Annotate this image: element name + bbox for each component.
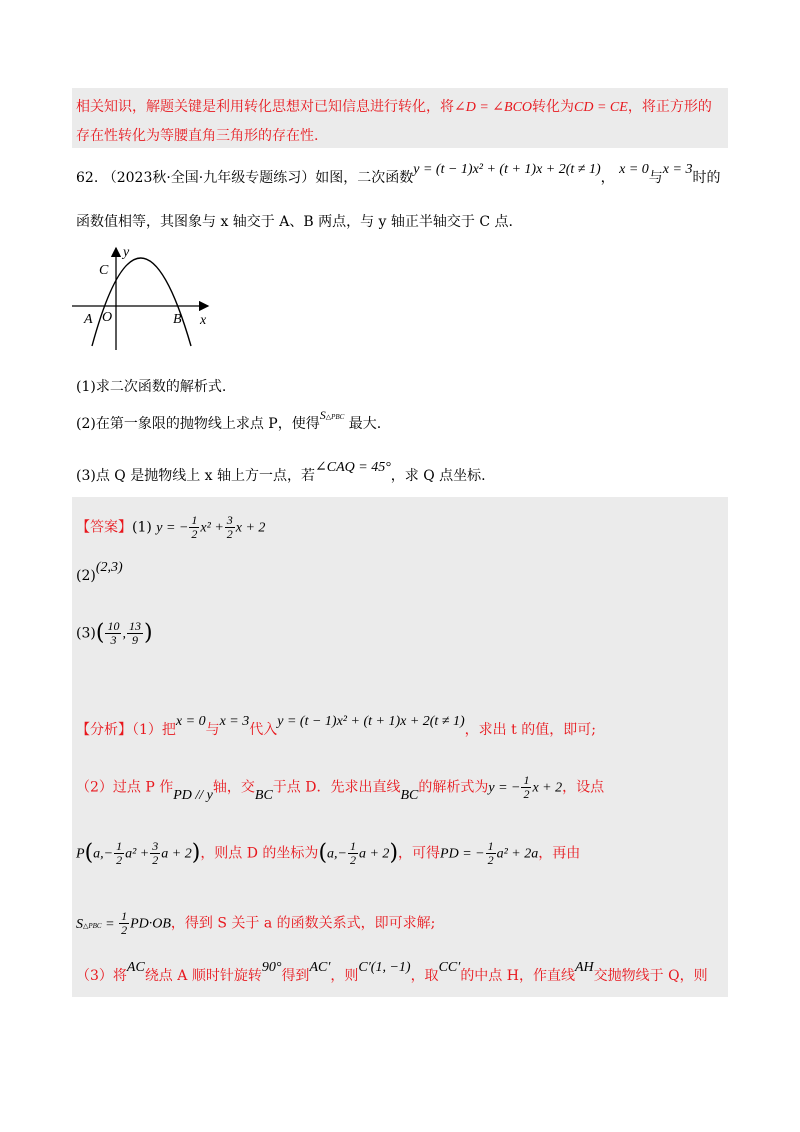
problem-number: 62. bbox=[76, 170, 99, 186]
point-c-label: C bbox=[99, 263, 109, 278]
problem-line-1: 62. （2023秋·全国·九年级专题练习）如图，二次函数y = (t − 1)x² + (t + 1)x + 2(t ≠ 1)， x = 0与x = 3时的 bbox=[76, 162, 721, 186]
analysis-line-4: S△PBC = $\frac{1}{2}$ PD·OB，得到 S 关于 a 的函数关系式，即可求解; bbox=[76, 909, 436, 937]
x-axis-label: x bbox=[200, 313, 207, 328]
question-1: (1)求二次函数的解析式. bbox=[76, 379, 227, 395]
parabola-figure bbox=[70, 242, 220, 352]
answer-line-2: (2)(2,3) bbox=[76, 560, 123, 584]
answer-line-3: (3)( $\frac{10}{3}$ , $\frac{13}{9}$ ) bbox=[76, 619, 153, 647]
point-o-label: O bbox=[102, 310, 113, 325]
analysis-line-5: （3）将AC绕点 A 顺时针旋转90°得到AC′，则C′(1, −1)，取CC′的中点 H，作直线AH交抛物线于 Q，则 bbox=[76, 960, 708, 984]
question-2: (2)在第一象限的抛物线上求点 P，使得S△PBC 最大. bbox=[76, 408, 382, 432]
problem-source: （2023秋·全国·九年级专题练习）如图，二次函数 bbox=[102, 170, 414, 186]
point-a-label: A bbox=[84, 312, 93, 327]
answer-line-1: 【答案】(1) y = − $\frac{1}{2}$ x² + $\frac{3}{2}$ x + 2 bbox=[76, 513, 266, 541]
point-b-label: B bbox=[173, 312, 182, 327]
problem-function: y = (t − 1)x² + (t + 1)x + 2(t ≠ 1) bbox=[413, 162, 601, 177]
prev-analysis-line-1: 相关知识，解题关键是利用转化思想对已知信息进行转化，将∠D = ∠BCO转化为CD = CE，将正方形的 bbox=[76, 99, 712, 115]
analysis-line-3: P(a,− $\frac{1}{2}$ a² + $\frac{3}{2}$ a + 2)，则点 D 的坐标为(a,− $\frac{1}{2}$ a + 2)，可得PD = − $\frac{1}{2}$ a² + 2a，再由 bbox=[76, 839, 581, 867]
prev-analysis-line-2: 存在性转化为等腰直角三角形的存在性. bbox=[76, 128, 319, 144]
analysis-line-2: （2）过点 P 作PD // y轴，交BC于点 D．先求出直线BC的解析式为y = − $\frac{1}{2}$ x + 2，设点 bbox=[76, 773, 605, 803]
answer-tag: 【答案】 bbox=[76, 519, 132, 536]
problem-line-2: 函数值相等，其图象与 x 轴交于 A、B 两点，与 y 轴正半轴交于 C 点. bbox=[76, 214, 513, 230]
analysis-line-1: 【分析】（1）把x = 0与x = 3代入y = (t − 1)x² + (t + 1)x + 2(t ≠ 1)，求出 t 的值，即可; bbox=[76, 714, 596, 738]
y-axis-label: y bbox=[123, 245, 130, 260]
question-3: (3)点 Q 是抛物线上 x 轴上方一点，若∠CAQ = 45°，求 Q 点坐标. bbox=[76, 460, 486, 484]
analysis-tag: 【分析】 bbox=[76, 722, 132, 738]
